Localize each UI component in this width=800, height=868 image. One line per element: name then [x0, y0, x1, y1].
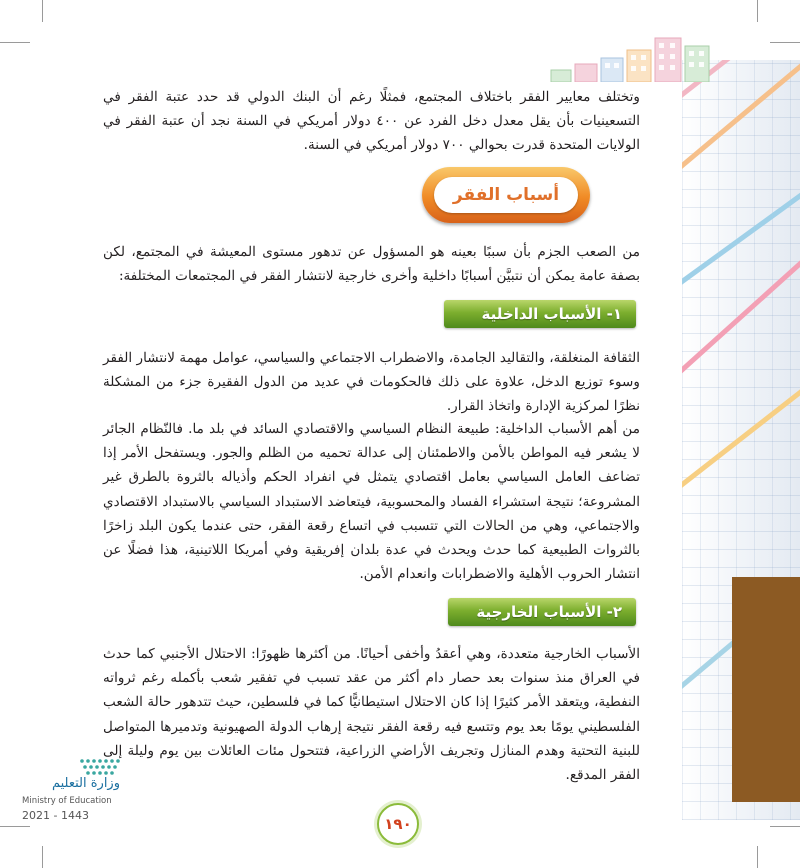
- intro-paragraph: وتختلف معايير الفقر باختلاف المجتمع، فمثلًا رغم أن البنك الدولي قد حدد عتبة الفقر في التسعينيات بأن يقل معدل دخل الفرد عن ٤٠٠ دولار أمريكي في السنة نجد أن عتبة الفقر في الولايات المتحدة قدرت بحوالي ٧٠٠ دولار أمريكي في السنة.: [103, 89, 640, 154]
- external-causes-heading: [448, 598, 636, 626]
- crop-mark: [770, 42, 800, 43]
- crop-mark: [770, 826, 800, 827]
- external-causes-heading-text: ٢- الأسباب الخارجية: [476, 603, 622, 621]
- crop-mark: [757, 0, 758, 22]
- ministry-name-arabic: وزارة التعليم: [51, 776, 120, 791]
- ministry-name-english: Ministry of Education: [22, 796, 112, 806]
- external-causes-paragraph: الأسباب الخارجية متعددة، وهي أعقدُ وأخفى أحيانًا. من أكثرها ظهورًا: الاحتلال الأجنبي كما حدث في العراق منذ سنوات بعد حصار دام أكثر من عقد تسبب في تفقير شعب بأكمله رغم ثرواته النفطية، ويتعقد الأمر كثيرًا إذا كان الاحتلال استيطانيًّا كما في فلسطين، حيث تتدهور حالة الشعب الفلسطيني يومًا بعد يوم وتتسع فيه رقعة الفقر نتيجة إرهاب الدولة الصهيونية وتدميرها المتواصل للبنية التحتية وهدم المنازل وتجريف الأراضي الزراعية، فتتحول مئات العائلات بين يوم وليلة إلى الفقر المدقع.: [103, 646, 640, 784]
- internal-causes-heading-text: ١- الأسباب الداخلية: [481, 305, 622, 323]
- brown-accent-block: [732, 577, 800, 802]
- crop-mark: [757, 846, 758, 868]
- section-title: أسباب الفقر: [452, 185, 560, 205]
- ministry-logo-dots: [22, 757, 132, 777]
- crop-mark: [0, 42, 30, 43]
- crop-mark: [42, 846, 43, 868]
- crop-mark: [42, 0, 43, 22]
- section-intro-paragraph: من الصعب الجزم بأن سببًا بعينه هو المسؤول عن تدهور مستوى المعيشة في المجتمع، لكن بصفة عامة يمكن أن نتبيَّن أسبابًا داخلية وأخرى خارجية لانتشار الفقر في المجتمعات المختلفة:: [103, 244, 640, 285]
- internal-causes-paragraph-1: الثقافة المنغلقة، والتقاليد الجامدة، والاضطراب الاجتماعي والسياسي، عوامل مهمة لانتشار الفقر وسوء توزيع الدخل، علاوة على ذلك فالحكومات في عديد من الدول الفقيرة جزء من المشكلة نظرًا لمركزية الإدارة واتخاذ القرار.: [103, 350, 640, 415]
- buildings-illustration: [505, 30, 715, 82]
- internal-causes-heading: [444, 300, 636, 328]
- internal-causes-paragraph-2: من أهم الأسباب الداخلية: طبيعة النظام السياسي والاقتصادي السائد في بلد ما. فالنّظام الجائر لا يشعر فيه المواطن بالأمن والاطمئنان إلى عدالة تحميه من الظلم والجور. ويستفحل الأمر إذا تضاعف العامل السياسي بعامل اقتصادي يتمثل في انفراد الحكم وأذياله بالثروة بالطرق غير المشروعة؛ نتيجة استشراء الفساد والمحسوبية، فيتعاضد الاستبداد السياسي بالاستبداد الاقتصادي والاجتماعي، وهي من الحالات التي تتسبب في اتساع رقعة الفقر، حتى عندما يكون البلد زاخرًا بالثروات الطبيعية كما حدث ويحدث في عدة بلدان إفريقية وفي أمريكا اللاتينية، هذا فضلًا عن انتشار الحروب الأهلية والاضطرابات وانعدام الأمن.: [103, 421, 640, 583]
- page-number: ١٩٠: [384, 815, 412, 833]
- crop-mark: [0, 826, 30, 827]
- edition-year: 2021 - 1443: [22, 809, 89, 822]
